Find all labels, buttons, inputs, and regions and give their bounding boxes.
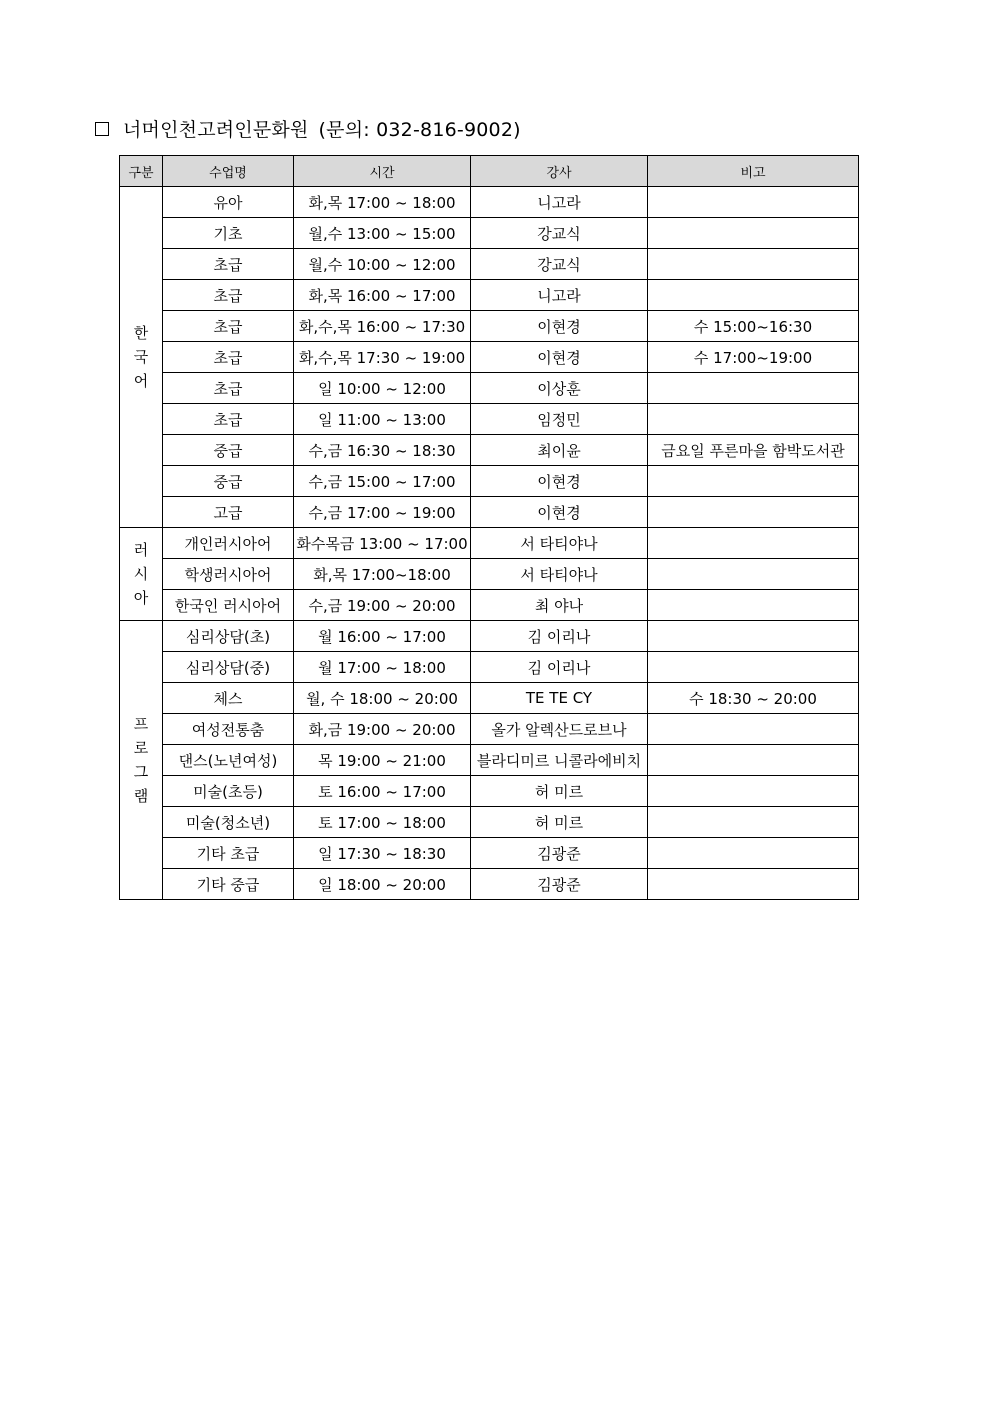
time-cell: 수,금 17:00 ~ 19:00: [294, 497, 471, 528]
table-row: [120, 714, 859, 745]
teacher-cell: 블라디미르 니콜라에비치: [471, 745, 648, 776]
note-cell: [648, 466, 859, 497]
note-cell: [648, 249, 859, 280]
table-row: [120, 187, 859, 218]
time-cell: 수,금 15:00 ~ 17:00: [294, 466, 471, 497]
teacher-cell: 임정민: [471, 404, 648, 435]
class-name-cell: 초급: [163, 311, 294, 342]
note-cell: [648, 652, 859, 683]
time-cell: 화,목 17:00 ~ 18:00: [294, 187, 471, 218]
time-cell: 일 10:00 ~ 12:00: [294, 373, 471, 404]
table-row: [120, 373, 859, 404]
note-cell: [648, 280, 859, 311]
note-cell: [648, 373, 859, 404]
teacher-cell: 서 타티야나: [471, 559, 648, 590]
class-name-cell: 체스: [163, 683, 294, 714]
table-row: [120, 590, 859, 621]
teacher-cell: 최 야나: [471, 590, 648, 621]
class-name-cell: 유아: [163, 187, 294, 218]
time-cell: 화,금 19:00 ~ 20:00: [294, 714, 471, 745]
teacher-cell: 김광준: [471, 869, 648, 900]
table-row: [120, 559, 859, 590]
note-cell: [648, 745, 859, 776]
category-cell: [120, 621, 163, 900]
note-cell: [648, 559, 859, 590]
category-label: 러시아: [133, 541, 149, 607]
note-cell: 금요일 푸른마을 함박도서관: [648, 435, 859, 466]
class-name-cell: 초급: [163, 249, 294, 280]
time-cell: 월,수 13:00 ~ 15:00: [294, 218, 471, 249]
note-cell: [648, 187, 859, 218]
note-cell: 수 17:00~19:00: [648, 342, 859, 373]
heading-contact: (문의: 032-816-9002): [318, 118, 521, 141]
class-name-cell: 기타 중급: [163, 869, 294, 900]
class-name-cell: 개인러시아어: [163, 528, 294, 559]
table-row: [120, 435, 859, 466]
table-row: [120, 807, 859, 838]
note-cell: [648, 869, 859, 900]
teacher-cell: 니고라: [471, 280, 648, 311]
class-name-cell: 학생러시아어: [163, 559, 294, 590]
checkbox-square-icon: [95, 122, 109, 136]
header-category: 구분: [120, 156, 163, 187]
class-name-cell: 심리상담(중): [163, 652, 294, 683]
table-row: [120, 249, 859, 280]
note-cell: [648, 714, 859, 745]
teacher-cell: 강교식: [471, 218, 648, 249]
category-label: 프로그램: [133, 715, 149, 805]
teacher-cell: TE TE CY: [471, 683, 648, 714]
time-cell: 화,수,목 17:30 ~ 19:00: [294, 342, 471, 373]
table-row: [120, 745, 859, 776]
note-cell: [648, 807, 859, 838]
note-cell: 수 15:00~16:30: [648, 311, 859, 342]
time-cell: 목 19:00 ~ 21:00: [294, 745, 471, 776]
table-header-row: [120, 156, 859, 187]
teacher-cell: 이현경: [471, 342, 648, 373]
time-cell: 수,금 19:00 ~ 20:00: [294, 590, 471, 621]
table-row: [120, 466, 859, 497]
time-cell: 수,금 16:30 ~ 18:30: [294, 435, 471, 466]
teacher-cell: 김 이리나: [471, 621, 648, 652]
category-cell: [120, 528, 163, 621]
time-cell: 월, 수 18:00 ~ 20:00: [294, 683, 471, 714]
note-cell: [648, 776, 859, 807]
note-cell: [648, 218, 859, 249]
table-row: [120, 838, 859, 869]
heading-org-name: 너머인천고려인문화원: [123, 118, 309, 141]
teacher-cell: 허 미르: [471, 776, 648, 807]
table-row: [120, 311, 859, 342]
time-cell: 화,목 16:00 ~ 17:00: [294, 280, 471, 311]
class-name-cell: 초급: [163, 373, 294, 404]
header-class: 수업명: [163, 156, 294, 187]
time-cell: 일 17:30 ~ 18:30: [294, 838, 471, 869]
class-name-cell: 심리상담(초): [163, 621, 294, 652]
section-heading: [95, 114, 521, 142]
class-name-cell: 기타 초급: [163, 838, 294, 869]
class-schedule-table: [119, 155, 859, 900]
table-row: [120, 683, 859, 714]
time-cell: 화,목 17:00~18:00: [294, 559, 471, 590]
table-row: [120, 280, 859, 311]
time-cell: 토 17:00 ~ 18:00: [294, 807, 471, 838]
time-cell: 월 16:00 ~ 17:00: [294, 621, 471, 652]
note-cell: 수 18:30 ~ 20:00: [648, 683, 859, 714]
class-name-cell: 미술(초등): [163, 776, 294, 807]
table-row: [120, 218, 859, 249]
time-cell: 일 18:00 ~ 20:00: [294, 869, 471, 900]
table-row: [120, 342, 859, 373]
teacher-cell: 최이윤: [471, 435, 648, 466]
time-cell: 토 16:00 ~ 17:00: [294, 776, 471, 807]
table-row: [120, 404, 859, 435]
class-name-cell: 미술(청소년): [163, 807, 294, 838]
time-cell: 화,수,목 16:00 ~ 17:30: [294, 311, 471, 342]
note-cell: [648, 404, 859, 435]
time-cell: 화수목금 13:00 ~ 17:00: [294, 528, 471, 559]
teacher-cell: 이상훈: [471, 373, 648, 404]
table-row: [120, 869, 859, 900]
teacher-cell: 이현경: [471, 497, 648, 528]
class-name-cell: 기초: [163, 218, 294, 249]
header-time: 시간: [294, 156, 471, 187]
category-label: 한국어: [133, 324, 149, 390]
teacher-cell: 김광준: [471, 838, 648, 869]
class-name-cell: 고급: [163, 497, 294, 528]
time-cell: 월,수 10:00 ~ 12:00: [294, 249, 471, 280]
class-name-cell: 중급: [163, 466, 294, 497]
table-row: [120, 652, 859, 683]
table-row: [120, 528, 859, 559]
category-cell: [120, 187, 163, 528]
teacher-cell: 허 미르: [471, 807, 648, 838]
header-note: 비고: [648, 156, 859, 187]
class-name-cell: 중급: [163, 435, 294, 466]
time-cell: 월 17:00 ~ 18:00: [294, 652, 471, 683]
note-cell: [648, 528, 859, 559]
teacher-cell: 서 타티야나: [471, 528, 648, 559]
class-name-cell: 초급: [163, 342, 294, 373]
table-row: [120, 621, 859, 652]
class-name-cell: 여성전통춤: [163, 714, 294, 745]
note-cell: [648, 621, 859, 652]
class-name-cell: 댄스(노년여성): [163, 745, 294, 776]
teacher-cell: 강교식: [471, 249, 648, 280]
note-cell: [648, 838, 859, 869]
class-name-cell: 초급: [163, 404, 294, 435]
teacher-cell: 김 이리나: [471, 652, 648, 683]
class-name-cell: 초급: [163, 280, 294, 311]
header-teacher: 강사: [471, 156, 648, 187]
teacher-cell: 이현경: [471, 466, 648, 497]
teacher-cell: 올가 알렉산드로브나: [471, 714, 648, 745]
teacher-cell: 이현경: [471, 311, 648, 342]
time-cell: 일 11:00 ~ 13:00: [294, 404, 471, 435]
note-cell: [648, 590, 859, 621]
class-name-cell: 한국인 러시아어: [163, 590, 294, 621]
teacher-cell: 니고라: [471, 187, 648, 218]
note-cell: [648, 497, 859, 528]
table-row: [120, 776, 859, 807]
table-row: [120, 497, 859, 528]
